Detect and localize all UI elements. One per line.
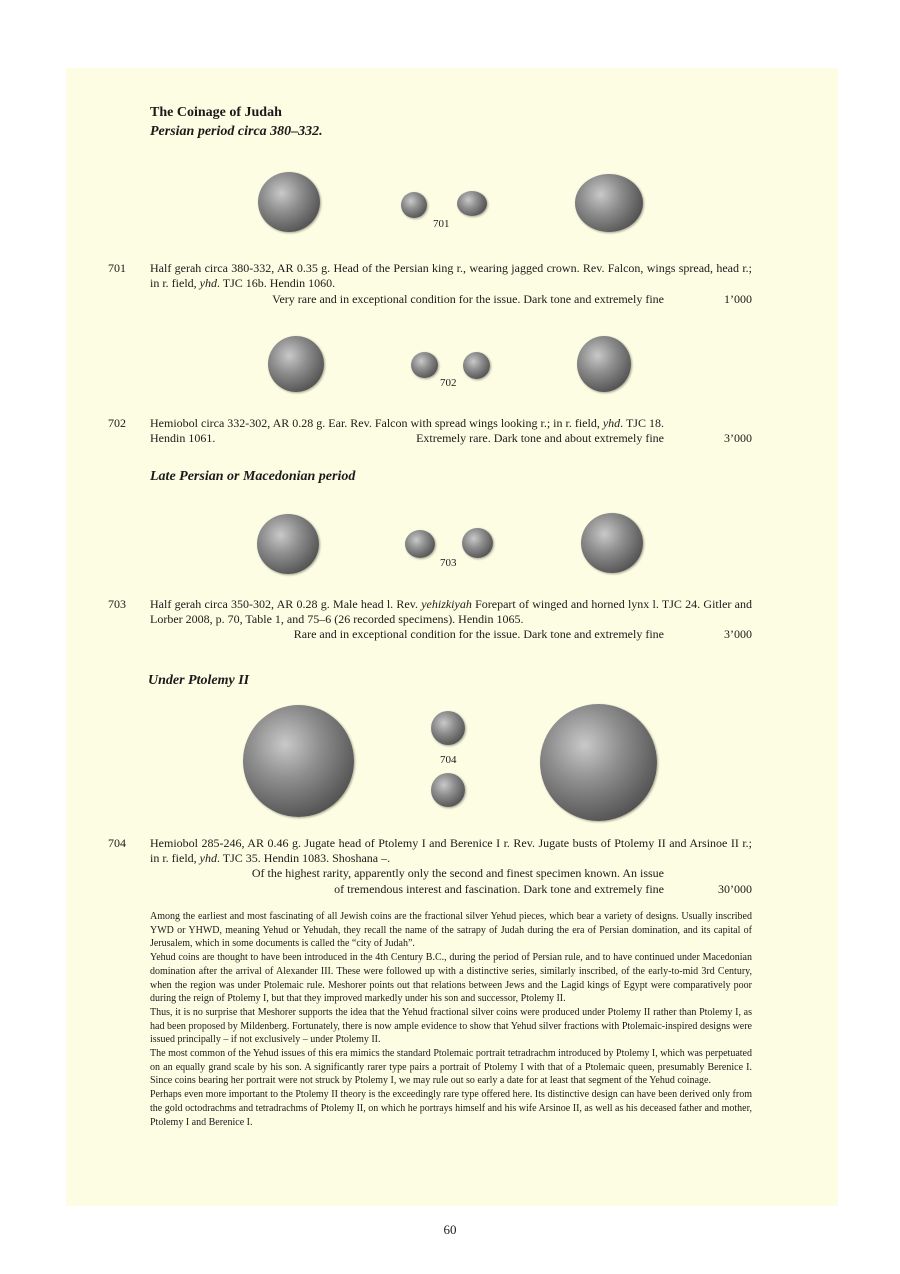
lot-estimate-701: 1’000 bbox=[724, 292, 752, 306]
lot-condition-702: Extremely rare. Dark tone and about extremely fine bbox=[416, 431, 664, 445]
coin-image-704-enlarged-obverse bbox=[243, 705, 354, 817]
lot-estimate-703: 3’000 bbox=[724, 627, 752, 641]
essay-paragraph: Thus, it is no surprise that Meshorer supports the idea that the Yehud fractional silver coins were produced under Ptolemy II rather than Ptolemy I, as had been proposed by Mildenberg. Fortunately, there is now ample evidence to show that Yehud silver fractions with Ptolemaic-inspired designs were issued principally – if not exclusively – under Ptolemy II. bbox=[150, 1006, 752, 1046]
lot-label-703: 703 bbox=[440, 557, 457, 569]
coin-image-701-reverse bbox=[457, 191, 487, 216]
coin-image-704-enlarged-reverse bbox=[540, 704, 657, 821]
coin-image-703-enlarged-obverse bbox=[257, 514, 319, 574]
page-title: The Coinage of Judah bbox=[150, 105, 282, 120]
lot-label-702: 702 bbox=[440, 377, 457, 389]
lot-description-701: Half gerah circa 380-332, AR 0.35 g. Head of the Persian king r., wearing jagged crown. Rev. Falcon, wings spread, head r.; in r. field, yhd. TJC 16b. Hendin 1060. bbox=[150, 261, 752, 290]
coin-image-703-reverse bbox=[462, 528, 493, 558]
lot-label-701: 701 bbox=[433, 218, 450, 230]
lot-condition-line1-704 bbox=[150, 866, 752, 881]
coin-image-701-enlarged-reverse bbox=[575, 174, 643, 232]
lot-number-703: 703 bbox=[108, 597, 126, 611]
lot-description-703: Half gerah circa 350-302, AR 0.28 g. Male head l. Rev. yehizkiyah Forepart of winged and horned lynx l. TJC 24. Gitler and Lorber 2008, p. 70, Table 1, and 75–6 (26 recorded specimens). Hendin 1065. bbox=[150, 597, 752, 626]
coin-image-702-reverse bbox=[463, 352, 490, 379]
coin-image-703-enlarged-reverse bbox=[581, 513, 643, 573]
lot-estimate-704: 30’000 bbox=[718, 882, 752, 896]
coin-image-704-reverse bbox=[431, 773, 465, 807]
lot-reference-702: Hendin 1061. bbox=[150, 431, 216, 445]
lot-condition-row-703 bbox=[150, 627, 752, 642]
lot-number-704: 704 bbox=[108, 836, 126, 850]
essay-paragraph: The most common of the Yehud issues of this era mimics the standard Ptolemaic portrait tetradrachm introduced by Ptolemy I, which was perpetuated on an equally grand scale by his son. A significantly rarer type pairs a portrait of Ptolemy I with that of a Ptolemaic queen, presumably Berenice I. Since coins bearing her portrait were not struck by Ptolemy I, we may rule out so early a date for at least that segment of the Yehud coinage. bbox=[150, 1048, 752, 1087]
coin-image-701-obverse bbox=[401, 192, 427, 218]
coin-image-702-enlarged-obverse bbox=[268, 336, 324, 392]
lot-label-704: 704 bbox=[440, 754, 457, 766]
lot-condition-704-a: Of the highest rarity, apparently only the second and finest specimen known. An issue bbox=[251, 866, 664, 880]
lot-condition-704-b: of tremendous interest and fascination. Dark tone and extremely fine bbox=[334, 882, 664, 896]
lot-condition-row-702 bbox=[150, 431, 752, 446]
lot-description-702: Hemiobol circa 332-302, AR 0.28 g. Ear. Rev. Falcon with spread wings looking r.; in r. field, yhd. TJC 18. bbox=[150, 416, 664, 430]
section-heading-ptolemy: Under Ptolemy II bbox=[148, 673, 250, 688]
coin-image-703-obverse bbox=[405, 530, 435, 558]
essay-paragraph: Yehud coins are thought to have been introduced in the 4th Century B.C., during the period of Persian rule, and to have continued under Macedonian domination after the arrival of Alexander III. These were followed up with a distinctive series, similarly inscribed, of the early-to-mid 3rd Century, when the region was under Ptolemaic rule. Meshorer points out that relations between Jews and the Lagid kings of Egypt were comparatively poor during the reign of Ptolemy I, but that they improved markedly under his son and successor, Ptolemy II. bbox=[150, 952, 752, 1005]
essay-paragraph: Perhaps even more important to the Ptolemy II theory is the exceedingly rare type offered here. Its distinctive design can have been derived only from the gold octodrachms and tetradrachms of Ptolemy II, on which he portrays himself and his wife Arsinoe II, as well as his deceased father and mother, Ptolemy I and Berenice I. bbox=[150, 1089, 752, 1128]
lot-estimate-702: 3’000 bbox=[724, 431, 752, 445]
essay-paragraph: Among the earliest and most fascinating of all Jewish coins are the fractional silver Yehud pieces, which bear a variety of designs. Usually inscribed YWD or YHWD, meaning Yehud or Yehudah, they recall the name of the satrapy of Judah during the era of Persian domination, and its capital of Jerusalem, which in some documents is called the “city of Judah”. bbox=[150, 911, 752, 950]
section-subtitle-persian: Persian period circa 380–332. bbox=[150, 124, 323, 139]
lot-number-702: 702 bbox=[108, 416, 126, 430]
lot-number-701: 701 bbox=[108, 261, 126, 275]
section-heading-late-persian: Late Persian or Macedonian period bbox=[150, 469, 356, 484]
coin-image-702-obverse bbox=[411, 352, 438, 378]
lot-condition-row-704 bbox=[150, 882, 752, 897]
lot-condition-701: Very rare and in exceptional condition for the issue. Dark tone and extremely fine bbox=[272, 292, 664, 306]
catalogue-essay bbox=[150, 910, 752, 1129]
coin-image-702-enlarged-reverse bbox=[577, 336, 631, 392]
coin-image-704-obverse bbox=[431, 711, 465, 745]
lot-condition-703: Rare and in exceptional condition for the issue. Dark tone and extremely fine bbox=[293, 627, 664, 641]
lot-description-704: Hemiobol 285-246, AR 0.46 g. Jugate head of Ptolemy I and Berenice I r. Rev. Jugate busts of Ptolemy II and Arsinoe II r.; in r. field, yhd. TJC 35. Hendin 1083. Shoshana –. bbox=[150, 836, 752, 865]
lot-condition-row-701 bbox=[150, 292, 752, 307]
coin-image-701-enlarged-obverse bbox=[258, 172, 320, 232]
page-number: 60 bbox=[443, 1222, 457, 1237]
